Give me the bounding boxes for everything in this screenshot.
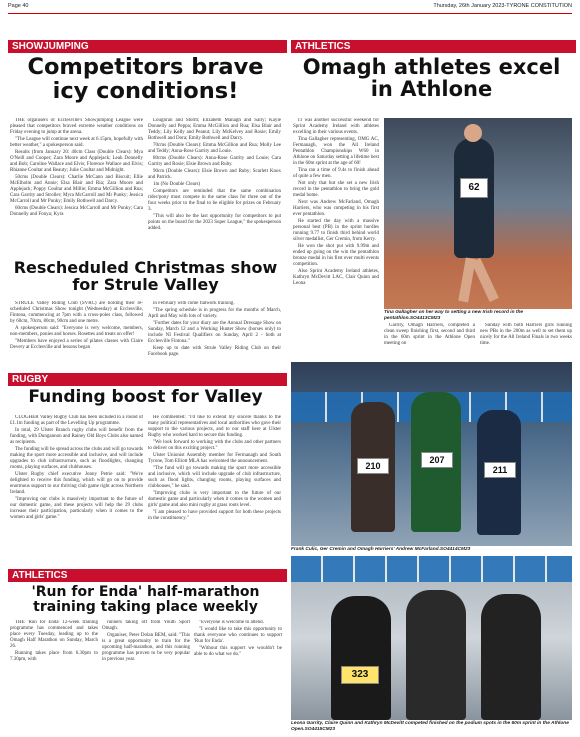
headline-christmas-show: Rescheduled Christmas show for Strule Valley (13, 258, 278, 294)
race-bib: 210 (357, 458, 389, 474)
article-enda-col1 (10, 620, 98, 730)
article-paragraph: "Further dates for your diary are the Annual Dressage Show on Sunday, March 12 and a Working Hunter Show (horses only) to include NI Festival Qualifiers on Sunday, April 2 - both at Ecclesville Fintona." (148, 321, 281, 344)
article-paragraph: runners taking off from Youth Sport Omagh. (102, 620, 190, 631)
article-paragraph: 80cms (Double Clears): Anna-Rose Garrity and Louie; Cara Garrity and Rosie; Elsie Brown and Ruby. (148, 156, 281, 167)
article-showjumping-col1 (10, 118, 143, 256)
article-paragraph: "Members have enjoyed a series of pilates classes with Claire Devery at Ecclesville and lessons began (10, 339, 143, 350)
article-paragraph: Also Sprint Academy Ireland athletes, Kathryn McDevitt LAC, Clair Quinn and Leona (293, 269, 379, 286)
race-bib: 323 (341, 666, 379, 684)
headline-showjumping: Competitors brave icy conditions! (27, 54, 264, 104)
article-paragraph: Ulster Rugby chief executive Jonny Petrie said: "We're delighted to receive this funding, which will go on to provide enormous support to our thriving club game right across Northern Ireland. (10, 472, 143, 495)
page-number: Page 40 (8, 3, 29, 9)
article-showjumping-col2 (148, 118, 281, 256)
article-paragraph: 90cm (Double Clears): Elsie Brown and Ruby; Scarlett Knox and Patrick. (148, 169, 281, 180)
article-paragraph: Not only that but she set a new Irish record in the pentathlon to bring the gold medal home. (293, 181, 379, 198)
article-paragraph: He won the shot put with 9.99m and ended up going on the win the pentathlon bronze medal in his first ever multi events competition. (293, 244, 379, 267)
article-christmas-col2 (148, 301, 281, 371)
article-paragraph: "Everyone is welcome to attend. (199, 620, 264, 625)
article-paragraph: Results (from January 20: 40cm Class (Double Clears): Mya O'Neill and Cooper; Zara Moore and Applejack; Leah Donnelly and Bob; Caroline Wallace and Elvis; Florence Wallace and Elvis; Rhianne Coultar and Beauty; Julie Coultar and Midnight. (10, 150, 143, 173)
headline-athletics: Omagh athletes excel in Athlone (302, 55, 561, 102)
article-paragraph: Ulster Unionist Assembly member for Fermanagh and South Tyrone, Tom Elliott MLA has welcomed the announcement. (148, 453, 281, 464)
article-paragraph: Tina ran a time of 9.4s to finish ahead of quite a few men. (293, 168, 379, 179)
article-paragraph: 60cms (Double Clears): Jessica McCarroll and Mr Punky; Cara Donnelly and Fonya; Kyra (10, 206, 143, 217)
article-paragraph: Tina Gallagher representing, OMG AC, Fermanagh, won the All Ireland Pentathlon Championships W60 in Athlone on Saturday setting a lifetime best in the 60m sprint at the age of 60! (293, 137, 379, 166)
article-paragraph: "Improving clubs is very important to the future of our domestic game and particularly when it comes to the women and girls' game and also mini rugby at grass roots level. (148, 491, 281, 508)
race-bib: 207 (421, 452, 453, 468)
photo-pentathlon-podium (291, 362, 572, 546)
article-paragraph: in February with come flatwork training. (153, 301, 235, 306)
caption-photo-tina: Tina Gallagher on her way to setting a new Irish record in the pentathlon.SO4413CM23 (384, 310, 524, 321)
caption-photo-podium: Frank Culic, Ger Cremin and Omagh Harriers' Andrew McFarland.SO4414CM23 (291, 547, 471, 552)
article-athletics-col1 (293, 118, 379, 350)
article-paragraph: A spokesperson said: "Everyone is very welcome, members, non-members, ponies and horses. Rosettes and treats on offer! (10, 326, 143, 337)
headline-run-for-enda: 'Run for Enda' half-marathon training taking place weekly (31, 584, 260, 615)
article-paragraph: Loughran and Storm; Elizabeth Managh and Sally; Kayle Donnelly and Peppa; Emma McGillion and Rua; Elsa Blair and Teddy; Lily Kelly and Peanut; Lily McKelvey and Rosie; Emily Bothwell and Dora; Emily Bothwell and Darcy. (148, 118, 281, 141)
article-paragraph: "I would like to take this opportunity to thank everyone who continues to support 'Run for Enda'. (194, 627, 282, 644)
article-paragraph: "The fund will go towards making the sport more accessible and inclusive, which will include upgrade of club infrastructure, such as flood lights, changing rooms, playing surfaces and clubhouses," he said. (148, 466, 281, 489)
article-paragraph: STRULE Valley Riding Club (SVRC) are holding their re-scheduled Christmas Show tonight (Wednesday) at Ecclesville, Fintona, commencing at 7pm with a cross-poles class, followed by 60cm, 70cm, 80cm, 90cm and one metre. (10, 301, 143, 324)
article-paragraph: Keep up to date with Strule Valley Riding Club on their Facebook page. (148, 346, 281, 357)
article-christmas-col1 (10, 301, 143, 371)
article-paragraph: "I am pleased to have provided support for both these projects in the constituency." (148, 510, 281, 521)
article-paragraph: THE organisers of Ecclesville's Showjumping League were pleased that competitors braved extreme weather conditions on Friday evening to jump at the arena. (10, 118, 143, 135)
article-paragraph: He started the day with a massive personal best (PB) in the sprint hurdles running 9.77 to finish third behind world silver medallist, Ger Cremin, from Kerry. (293, 219, 379, 242)
article-paragraph: 70cms (Double Clears): Emma McGillion and Rua; Molly Lee and Teddy; Anna-Rose Garrity and Louie. (148, 143, 281, 154)
article-paragraph: The funding will be spread across the clubs and will go towards making the sport more accessible and inclusive, and will include upgrades to club infrastructure, such as floodlights, changing rooms, playing surfaces, and clubhouses. (10, 447, 143, 470)
photo-tina-gallagher (384, 118, 572, 309)
article-rugby-col2 (148, 415, 281, 565)
article-paragraph: "We look forward to working with the clubs and other partners to deliver on this exciting project." (148, 440, 281, 451)
article-paragraph: THE 'Run for Enda' 12-week training programme has commenced and takes place every Tuesday, leading up to the Omagh Half Marathon on Sunday, March 26. (10, 620, 98, 649)
article-paragraph: Running takes place from 6.30pm to 7.30pm, with (10, 651, 98, 662)
article-paragraph: IT was another successful weekend for Sprint Academy Ireland with athletes excelling in their various events. (293, 118, 379, 135)
date-and-paper: Thursday, 26th January 2023-TYRONE CONSTITUTION (433, 3, 572, 9)
page-header (8, 3, 572, 14)
article-paragraph: Competitors are reminded that the same combination rider/pony must compete in the same class for three out of the four weeks prior to the final to be eligible for prizes on February 3. (148, 189, 281, 212)
caption-photo-sprint: Leona Garrity, Claire Quinn and Kathryn McDevitt competed finished on the podium spots in the 60m sprint in the Athlone Open.SO4415CM23 (291, 721, 569, 732)
race-bib: 211 (484, 462, 516, 478)
article-rugby-col1 (10, 415, 143, 565)
photo-sprint-athletes (291, 556, 572, 720)
article-paragraph: He commented: "I'd like to extend my sincere thanks to the many political representatives and local authorities who gave their support to the various projects, and to our staff here at Ulster Rugby who worked hard to secure this funding. (148, 415, 281, 438)
article-paragraph: "Without this support we wouldn't be able to do what we do." (194, 646, 282, 657)
article-paragraph: "The spring schedule is in progress for the months of March, April and May with lots of variety. (148, 308, 281, 319)
article-paragraph: In total, 29 Ulster Branch rugby clubs will benefit from the funding, with Dungannon and Rainey Old Boys Clubs also named as recipients. (10, 428, 143, 445)
article-paragraph: Next was Andrew McFarland, Omagh Harriers, who was competing in his first ever pentathlon. (293, 200, 379, 217)
race-bib: 62 (460, 178, 488, 198)
section-tag-athletics-enda: ATHLETICS (8, 569, 287, 582)
article-paragraph: CLOGHER Valley Rugby Club has been included in a round of £1.1m funding as part of the Levelling Up programme. (10, 415, 143, 426)
section-tag-rugby: RUGBY (8, 373, 287, 386)
article-paragraph: "This will also be the last opportunity for competitors to put points on the board for the 2023 Super League," the spokesperson added. (148, 214, 281, 231)
headline-rugby: Funding boost for Valley (28, 387, 263, 407)
article-paragraph: 1m (No Double Clears) (153, 182, 201, 187)
section-tag-athletics: ATHLETICS (291, 40, 576, 53)
article-paragraph: Sunday with both Harriers girls running new PBs in the 200m as well to set them up nicely for the All Ireland Finals in two weeks time. (480, 323, 572, 346)
article-athletics-col2 (384, 323, 475, 367)
article-enda-col2 (102, 620, 190, 730)
article-paragraph: 50cms (Double Clears): Charlie McCann and Biscuit; Ellie McElholm and Annie; Elsa Blair and Ria; Zara Moore and Applejack; Poppy Coultar and Millie; Emma McGillion and Rua; Cara Garrity and Stroller; Myra McCarroll and Mr Punky; Jessica McCarroll and Mr Punky; Emily Bothwell and Darcy. (10, 175, 143, 204)
article-enda-col3 (194, 620, 282, 730)
article-paragraph: "Improving our clubs is massively important to the future of our domestic game, and these projects will help the 29 clubs increase their participation, particularly when it comes to the women and girls' game." (10, 497, 143, 520)
article-athletics-col3 (480, 323, 572, 367)
article-paragraph: Garrity, Omagh Harriers, completed a clean sweep finishing first, second and third in the 60m sprint in the Athlone Open meeting on (384, 323, 475, 346)
article-paragraph: Organiser, Peter Dolan BEM, said: "This is a great opportunity to train for the upcoming half-marathon, and this running programme has proven to be very popular in previous year. (102, 633, 190, 662)
article-paragraph: "The League will continue next week at 6.15pm, hopefully with better weather," a spokesperson said. (10, 137, 143, 148)
section-tag-showjumping: SHOWJUMPING (8, 40, 287, 53)
